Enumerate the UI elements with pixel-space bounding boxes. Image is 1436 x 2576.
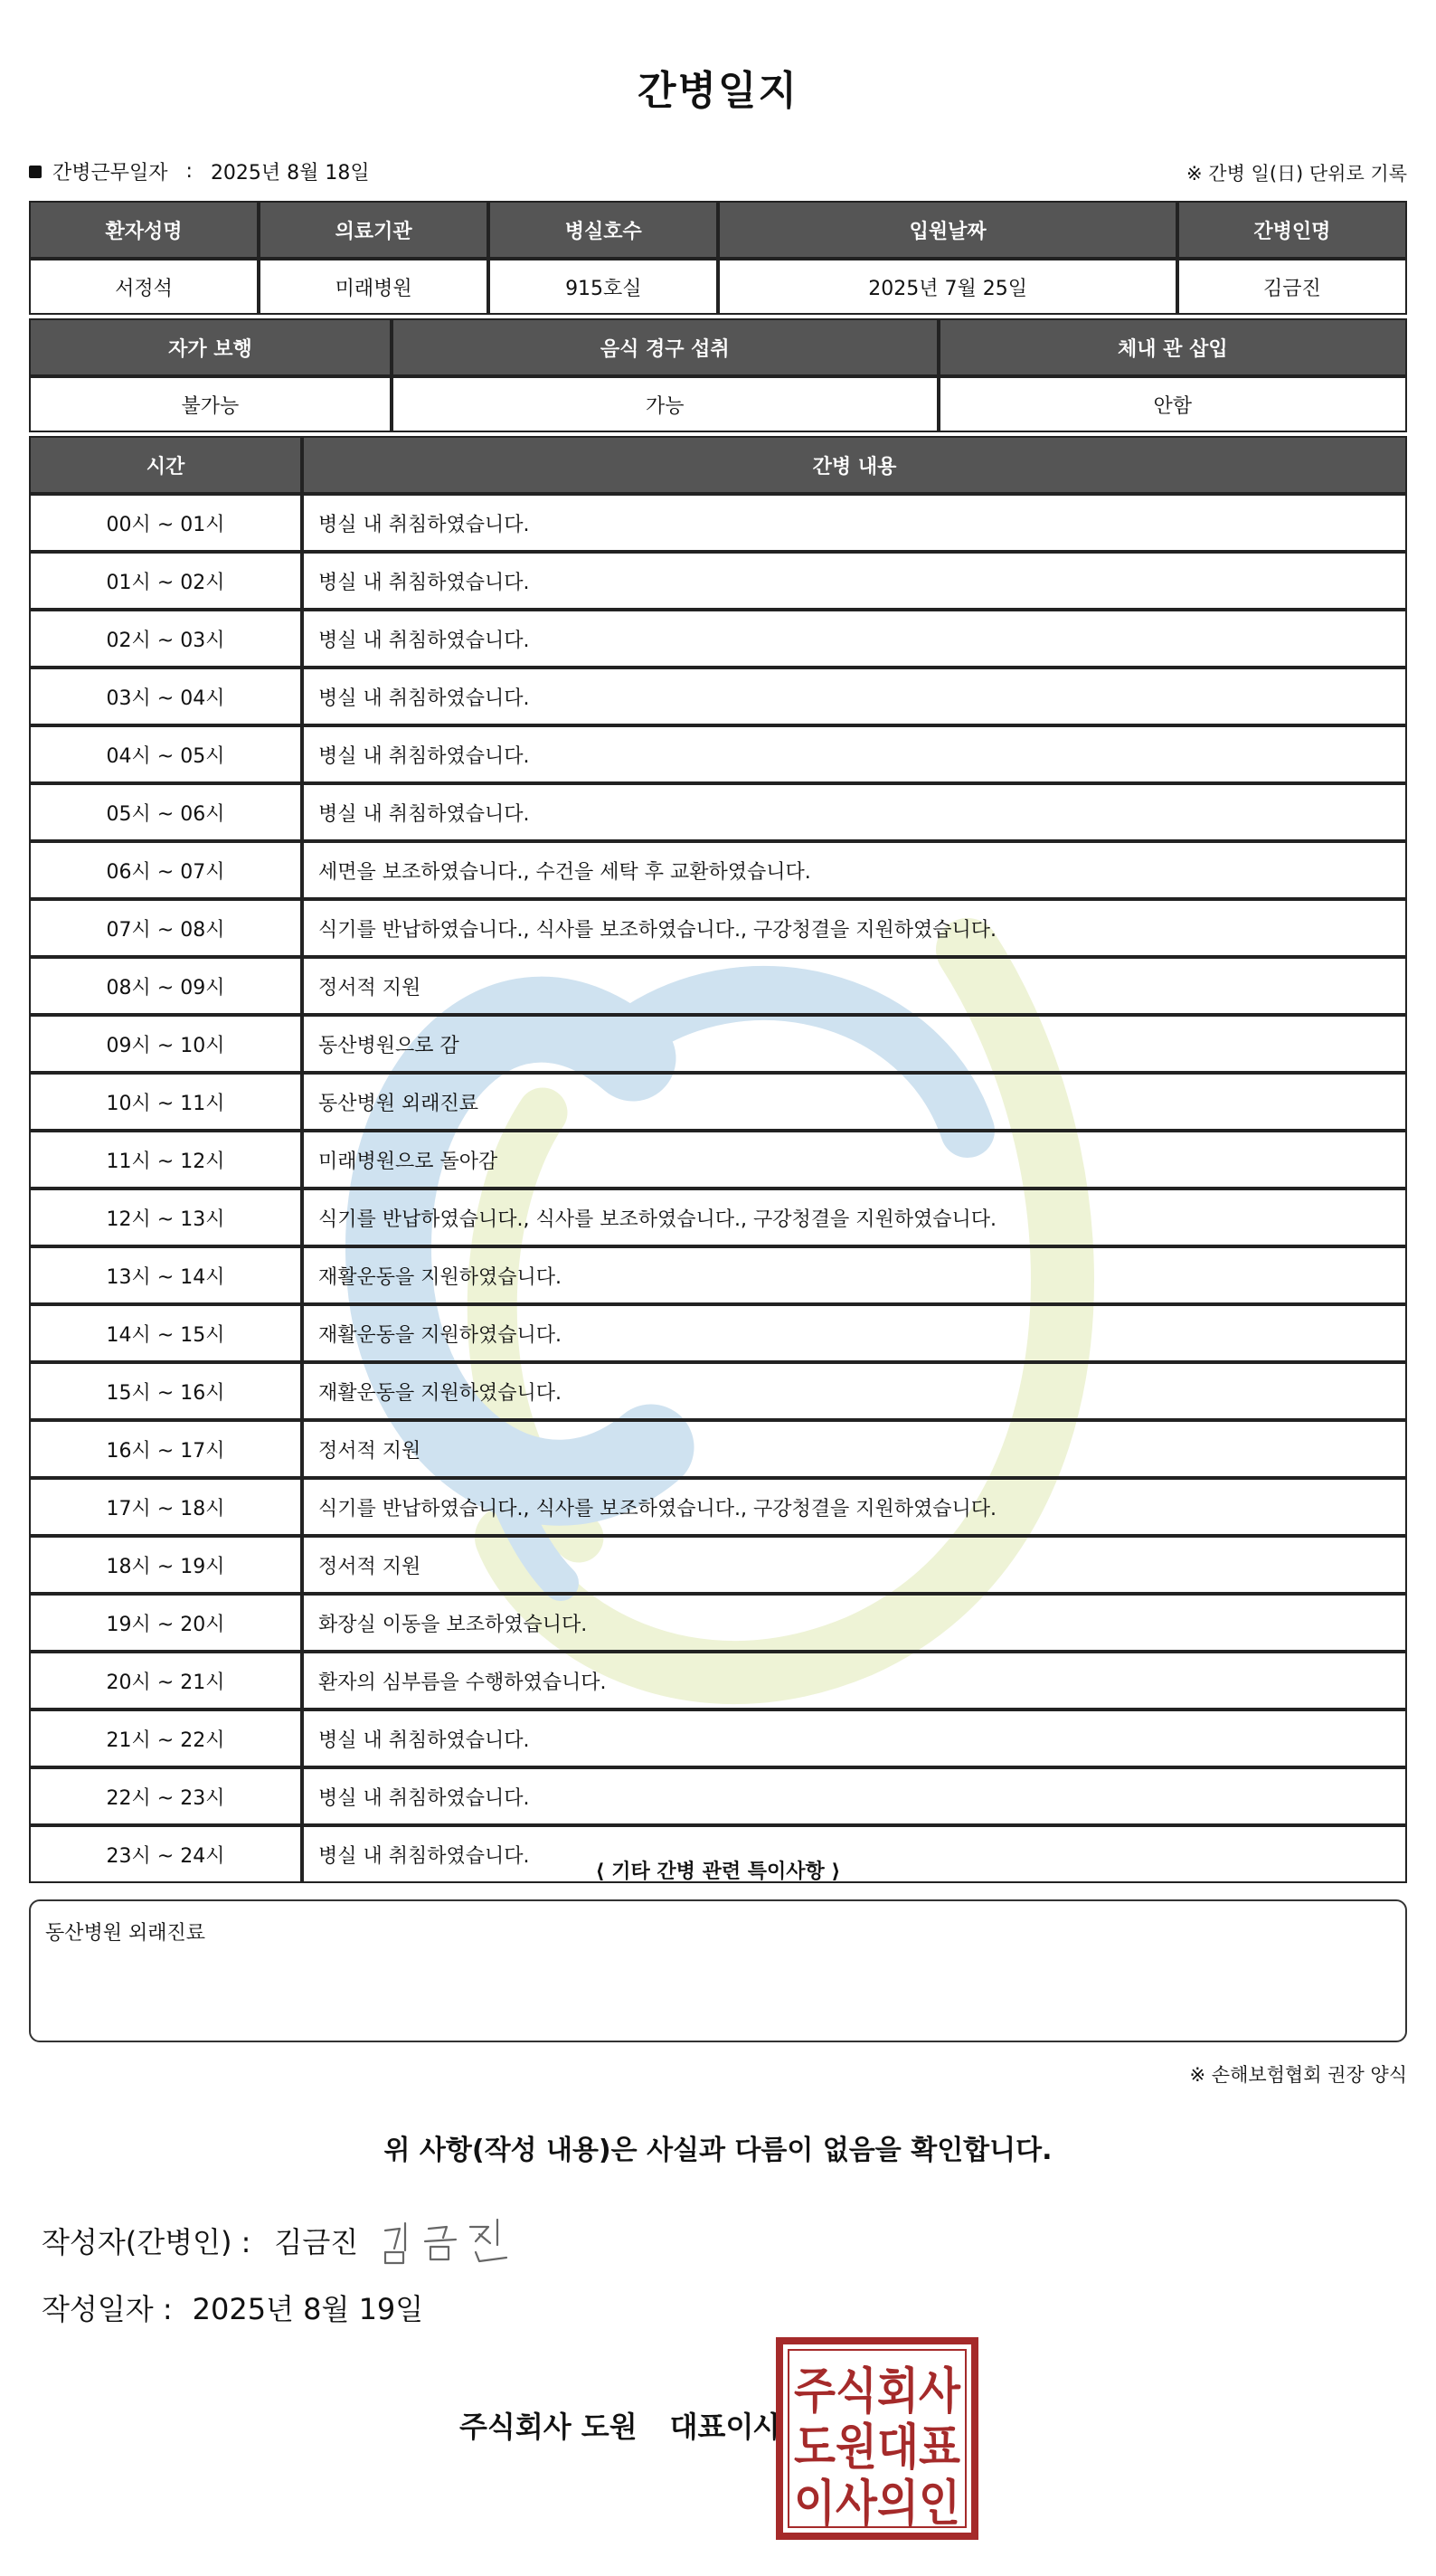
log-time: 17시 ~ 18시 [29,1478,302,1536]
table-row [29,899,1407,957]
log-time: 13시 ~ 14시 [29,1246,302,1304]
special-notes-box [29,1899,1407,2042]
recommended-form-note: ※ 손해보험협회 권장 양식 [1189,2064,1407,2086]
log-content: 화장실 이동을 보조하였습니다. [302,1594,1407,1652]
table-row [29,1015,1407,1073]
log-content: 동산병원 외래진료 [302,1073,1407,1131]
special-notes-text: 동산병원 외래진료 [45,1922,206,1945]
table-row [29,1709,1407,1767]
self-walking-value: 불가능 [29,376,392,432]
record-note: ※ 간병 일(日) 단위로 기록 [1186,163,1407,185]
table-row [29,1594,1407,1652]
log-content: 병실 내 취침하였습니다. [302,610,1407,668]
log-content: 병실 내 취침하였습니다. [302,1767,1407,1825]
work-date-separator: : [185,160,193,183]
log-time: 09시 ~ 10시 [29,1015,302,1073]
room-number: 915호실 [488,259,718,315]
log-content: 병실 내 취침하였습니다. [302,783,1407,841]
table-row [29,783,1407,841]
log-content: 동산병원으로 감 [302,1015,1407,1073]
header-patient-name: 환자성명 [29,201,259,259]
header-time: 시간 [29,436,302,494]
log-content: 식기를 반납하였습니다., 식사를 보조하였습니다., 구강청결을 지원하였습니다. [302,1189,1407,1246]
admission-date: 2025년 7월 25일 [718,259,1176,315]
confirmation-statement: 위 사항(작성 내용)은 사실과 다름이 없음을 확인합니다. [383,2135,1053,2166]
seal-text-line: 이사의인 [794,2475,960,2532]
log-content: 세면을 보조하였습니다., 수건을 세탁 후 교환하였습니다. [302,841,1407,899]
log-time: 12시 ~ 13시 [29,1189,302,1246]
log-content: 식기를 반납하였습니다., 식사를 보조하였습니다., 구강청결을 지원하였습니다. [302,1478,1407,1536]
log-content: 병실 내 취침하였습니다. [302,494,1407,552]
table-row [29,841,1407,899]
table-row [29,494,1407,552]
header-care-content: 간병 내용 [302,436,1407,494]
log-time: 14시 ~ 15시 [29,1304,302,1362]
table-row [29,1362,1407,1420]
table-row [29,610,1407,668]
table-row [29,1246,1407,1304]
handwritten-signature [373,2207,553,2270]
author-label: 작성자(간병인) : [42,2225,251,2259]
table-row [29,725,1407,783]
patient-status-table [29,318,1407,432]
author-name: 김금진 [274,2225,359,2259]
log-time: 00시 ~ 01시 [29,494,302,552]
table-row [29,1478,1407,1536]
log-content: 미래병원으로 돌아감 [302,1131,1407,1189]
log-content: 병실 내 취침하였습니다. [302,725,1407,783]
table-row [29,1073,1407,1131]
log-time: 18시 ~ 19시 [29,1536,302,1594]
log-time: 08시 ~ 09시 [29,957,302,1015]
table-row [29,1767,1407,1825]
log-time: 16시 ~ 17시 [29,1420,302,1478]
table-row [29,668,1407,725]
table-row [29,1131,1407,1189]
log-time: 11시 ~ 12시 [29,1131,302,1189]
log-content: 병실 내 취침하였습니다. [302,1825,1407,1883]
log-content: 정서적 지원 [302,957,1407,1015]
header-hospital: 의료기관 [259,201,488,259]
log-time: 15시 ~ 16시 [29,1362,302,1420]
written-date-value: 2025년 8월 19일 [192,2292,424,2326]
log-time: 07시 ~ 08시 [29,899,302,957]
table-row [29,1304,1407,1362]
log-time: 21시 ~ 22시 [29,1709,302,1767]
header-oral-intake: 음식 경구 섭취 [392,318,939,376]
log-content: 재활운동을 지원하였습니다. [302,1304,1407,1362]
header-caregiver: 간병인명 [1177,201,1407,259]
oral-intake-value: 가능 [392,376,939,432]
log-content: 환자의 심부름을 수행하였습니다. [302,1652,1407,1709]
table-row [29,1536,1407,1594]
log-content: 재활운동을 지원하였습니다. [302,1246,1407,1304]
log-time: 03시 ~ 04시 [29,668,302,725]
log-time: 06시 ~ 07시 [29,841,302,899]
tube-insertion-value: 안함 [939,376,1407,432]
log-time: 02시 ~ 03시 [29,610,302,668]
log-time: 20시 ~ 21시 [29,1652,302,1709]
care-log-table [29,436,1407,1883]
header-self-walking: 자가 보행 [29,318,392,376]
work-date-label: 간병근무일자 [52,162,168,185]
ceo-title: 대표이사 [669,2410,782,2444]
patient-info-table [29,201,1407,315]
company-name: 주식회사 도원 [459,2410,638,2444]
author-row [42,2220,358,2261]
work-date-row [29,157,370,185]
seal-text-line: 도원대표 [794,2419,960,2476]
log-time: 04시 ~ 05시 [29,725,302,783]
log-time: 22시 ~ 23시 [29,1767,302,1825]
written-date-row [42,2287,423,2328]
company-signature-line [459,2404,781,2446]
log-content: 병실 내 취침하였습니다. [302,1709,1407,1767]
log-time: 19시 ~ 20시 [29,1594,302,1652]
hospital-name: 미래병원 [259,259,488,315]
log-content: 정서적 지원 [302,1536,1407,1594]
header-room: 병실호수 [488,201,718,259]
header-tube-insertion: 체내 관 삽입 [939,318,1407,376]
document-title: 간병일지 [637,68,798,114]
log-time: 01시 ~ 02시 [29,552,302,610]
table-row [29,957,1407,1015]
special-notes-title: ⟨ 기타 간병 관련 특이사항 ⟩ [595,1861,841,1883]
log-content: 정서적 지원 [302,1420,1407,1478]
bullet-square-icon [29,166,42,178]
log-time: 05시 ~ 06시 [29,783,302,841]
header-admission-date: 입원날짜 [718,201,1176,259]
work-date-value: 2025년 8월 18일 [210,162,370,185]
seal-text-line: 주식회사 [794,2363,961,2420]
table-row [29,1420,1407,1478]
company-seal-stamp [776,2337,978,2540]
caregiver-name: 김금진 [1177,259,1407,315]
patient-name: 서정석 [29,259,259,315]
table-row [29,1652,1407,1709]
log-time: 10시 ~ 11시 [29,1073,302,1131]
table-row [29,1189,1407,1246]
log-content: 병실 내 취침하였습니다. [302,668,1407,725]
log-content: 병실 내 취침하였습니다. [302,552,1407,610]
log-content: 재활운동을 지원하였습니다. [302,1362,1407,1420]
log-content: 식기를 반납하였습니다., 식사를 보조하였습니다., 구강청결을 지원하였습니다. [302,899,1407,957]
table-row [29,552,1407,610]
log-time: 23시 ~ 24시 [29,1825,302,1883]
written-date-label: 작성일자 : [42,2292,173,2326]
